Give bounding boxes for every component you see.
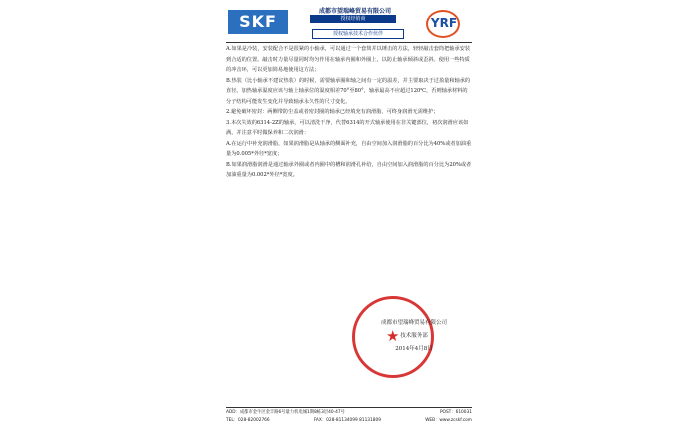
footer-divider bbox=[226, 407, 472, 408]
footer-address: ADD：成都市金牛区金丰路6号量力机电城1期8栋3层40-47号 bbox=[226, 410, 345, 415]
paragraph: 2.避免破坏密封：两侧带防尘盖或者密封圈的轴承已经填充有润滑脂，可终身润滑无需维护； bbox=[226, 109, 439, 115]
paragraph: B.热装（比小轴承不建议热装）的时候，需要轴承圈和轴之间有一定的温差，并主要取决于过盈量和轴承的直径。加热轴承温度应该与轴上轴承位的温度相差70°至80°，轴承最高不应超过120℃，否则轴承材料的分子结构可能发生变化并导致轴承永久性的尺寸变化。 bbox=[226, 77, 471, 105]
seal-star-icon: ★ bbox=[386, 327, 400, 345]
paragraph: 3.本次失效的6314-2Z的轴承，可以清洗干净，代替6314的开式轴承使用在非关键部位，初次润滑应该如满，并注意平时做保养和二次润滑： bbox=[226, 119, 469, 136]
skf-logo: SKF bbox=[228, 10, 288, 34]
footer-fax: FAX：028-81134099 81131809 bbox=[313, 418, 381, 423]
paragraph: A.在运行中补充润滑脂，如果润滑脂是从轴承的侧面补充，自由空间加入润滑脂的百分比为40%或者加油重量为0.005*外径*宽度； bbox=[226, 140, 472, 157]
letter-body bbox=[226, 44, 472, 181]
yrf-logo bbox=[420, 10, 468, 38]
authorized-dealer-label: 授权经销商 bbox=[310, 15, 396, 23]
letter-footer bbox=[226, 409, 472, 425]
footer-web: WEB：www.zcskf.com bbox=[425, 418, 472, 423]
footer-tel: TEL：028-82002766 bbox=[226, 418, 270, 423]
signature-block bbox=[374, 317, 454, 356]
company-name: 成都市望瑞峰贸易有限公司 bbox=[318, 8, 391, 15]
header-divider bbox=[226, 42, 472, 43]
paragraph: A.如果是冷装，安装配合不是很紧的小轴承，可以通过一个套筒并以锤击的方法，轻轻敲击套筒把轴承安装到合适的位置。敲击时力量尽量同时均匀作用在轴承内圈和外圈上，以防止轴承倾斜或歪斜。使用一些特质的冲击环，可以更加简易地使用这方法； bbox=[226, 46, 471, 73]
letter-page bbox=[224, 0, 474, 430]
letterhead bbox=[224, 4, 474, 40]
yrf-logo-text: YRF bbox=[430, 16, 458, 30]
partner-label: 授权轴承技术合作伙伴 bbox=[312, 29, 404, 39]
signature-company: 成都市望瑞峰贸易有限公司 bbox=[380, 320, 447, 326]
signature-dept: 技术服务部 bbox=[400, 333, 428, 339]
paragraph: B.如果润滑脂润滑是通过轴承外圈或者内圈中的槽和润滑孔补给，自由空间加入润滑脂的百分比为20%或者加油重量为0.002*外径*宽度。 bbox=[226, 161, 472, 178]
signature-date: 2014年4月8日 bbox=[395, 346, 433, 352]
footer-postcode: POST：610031 bbox=[439, 410, 472, 415]
